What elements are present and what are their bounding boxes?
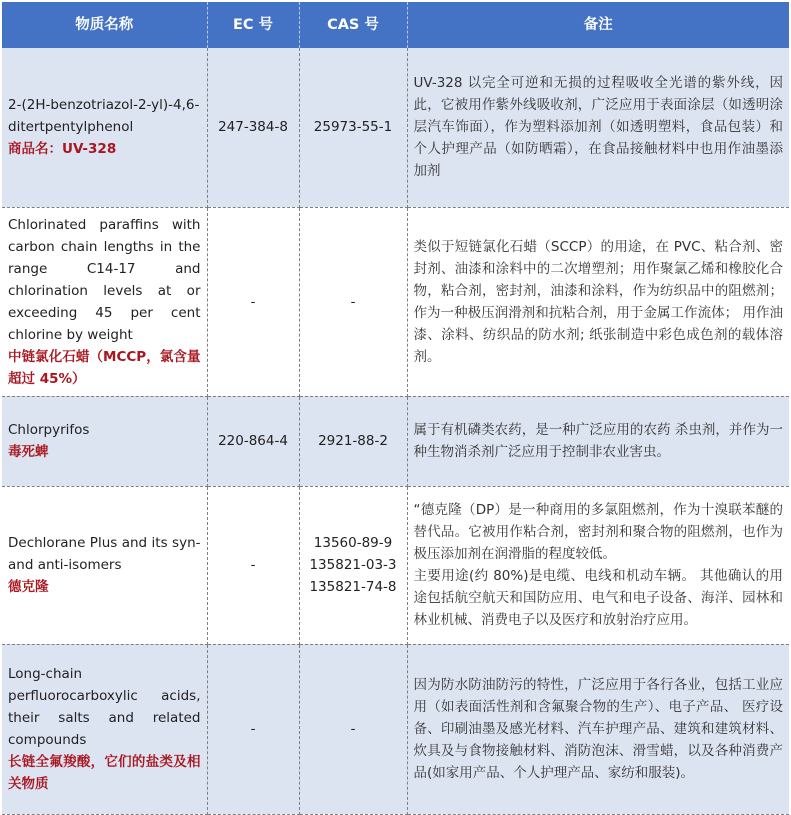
substance-name-cn: 中链氯化石蜡（MCCP，氯含量超过 45%） xyxy=(8,348,201,387)
remarks-cell xyxy=(407,396,789,486)
header-remarks: 备注 xyxy=(407,2,789,48)
ec-number-cell: - xyxy=(207,486,299,644)
ec-number-cell: - xyxy=(207,644,299,814)
cas-number: - xyxy=(350,721,356,737)
header-cas-number: CAS 号 xyxy=(299,2,407,48)
cas-number: 135821-03-3 xyxy=(309,557,397,573)
table-row xyxy=(2,644,789,814)
substance-name-cell xyxy=(2,644,207,814)
ec-number-cell: 247-384-8 xyxy=(207,48,299,207)
remarks-text: “德克隆（DP）是一种商用的多氯阻燃剂，作为十溴联苯醚的替代品。它被用作粘合剂，密封剂和聚合物的阻燃剂，也作为极压添加剂在润滑脂的程度较低。 xyxy=(413,502,783,562)
substance-name-cn: 德克隆 xyxy=(8,579,49,595)
table-row xyxy=(2,207,789,396)
ec-number-cell: - xyxy=(207,207,299,396)
table-header-row xyxy=(2,2,789,48)
ec-number-cell: 220-864-4 xyxy=(207,396,299,486)
remarks-text: UV-328 以完全可逆和无损的过程吸收全光谱的紫外线，因此，它被用作紫外线吸收剂，广泛应用于表面涂层（如透明涂层汽车饰面），作为塑料添加剂（如透明塑料，食品包装）和个人护理产品（如防晒霜），在食品接触材料中也用作油墨添加剂 xyxy=(413,75,783,180)
substance-name-en: Dechlorane Plus and its syn- and anti-isomers xyxy=(8,535,201,573)
remarks-text: 主要用途(约 80%)是电缆、电线和机动车辆。 其他确认的用途包括航空航天和国防应用、电气和电子设备、海洋、园林和林业机械、消费电子以及医疗和放射治疗应用。 xyxy=(413,568,783,628)
cas-number-cell xyxy=(299,644,407,814)
cas-number: 2921-88-2 xyxy=(318,433,388,449)
substance-table xyxy=(2,2,789,815)
substance-name-cell xyxy=(2,207,207,396)
substance-name-en: Chlorpyrifos xyxy=(8,422,90,438)
remarks-cell xyxy=(407,207,789,396)
remarks-text: 类似于短链氯化石蜡（SCCP）的用途，在 PVC、粘合剂、密封剂、油漆和涂料中的二次增塑剂；用作聚氯乙烯和橡胶化合物，粘合剂，密封剂，油漆和涂料，作为纺织品中的阻燃剂；作为一种极压润滑剂和抗粘合剂，用于金属工作流体； 用作油漆、涂料、纺织品的防水剂; 纸张制造中彩色成色剂的载体溶剂。 xyxy=(413,238,783,365)
header-substance-name: 物质名称 xyxy=(2,2,207,48)
table-row xyxy=(2,396,789,486)
cas-number: 13560-89-9 xyxy=(313,535,393,551)
substance-name-cell xyxy=(2,486,207,644)
substance-name-en: 2-(2H-benzotriazol-2-yl)-4,6-ditertpentylphenol xyxy=(8,97,200,136)
cas-number-cell xyxy=(299,207,407,396)
substance-name-en: Chlorinated paraffins with carbon chain lengths in the range C14-17 and chlorination levels at or exceeding 45 per cent chlorine by weight xyxy=(8,216,201,343)
remarks-text: 属于有机磷类农药，是一种广泛应用的农药 杀虫剂，并作为一种生物消杀剂广泛应用于控制非农业害虫。 xyxy=(413,422,783,460)
remarks-text: 因为防水防油防污的特性，广泛应用于各行各业，包括工业应用（如表面活性剂和含氟聚合物的生产）、电子产品、 医疗设备、印刷油墨及感光材料、汽车护理产品、建筑和建筑材料、炊具及与食物接触材料、消防泡沫、滑雪蜡，以及各种消费产品(如家用产品、个人护理产品、家纺和服装)。 xyxy=(413,677,783,781)
cas-number-cell xyxy=(299,486,407,644)
remarks-cell xyxy=(407,486,789,644)
cas-number-cell xyxy=(299,48,407,207)
cas-number: 25973-55-1 xyxy=(313,119,393,136)
cas-number-cell xyxy=(299,396,407,486)
table-row xyxy=(2,486,789,644)
remarks-cell xyxy=(407,48,789,207)
substance-name-cn: 商品名：UV-328 xyxy=(8,141,117,158)
header-ec-number: EC 号 xyxy=(207,2,299,48)
substance-name-cell xyxy=(2,48,207,207)
substance-name-en: Long-chain perfluorocarboxylic acids, their salts and related compounds xyxy=(8,666,201,748)
remarks-cell xyxy=(407,644,789,814)
table-row xyxy=(2,48,789,207)
substance-name-cell xyxy=(2,396,207,486)
cas-number: 135821-74-8 xyxy=(309,579,397,595)
cas-number: - xyxy=(350,293,356,310)
substance-name-cn: 长链全氟羧酸，它们的盐类及相关物质 xyxy=(8,754,201,792)
substance-name-cn: 毒死蜱 xyxy=(8,444,49,460)
